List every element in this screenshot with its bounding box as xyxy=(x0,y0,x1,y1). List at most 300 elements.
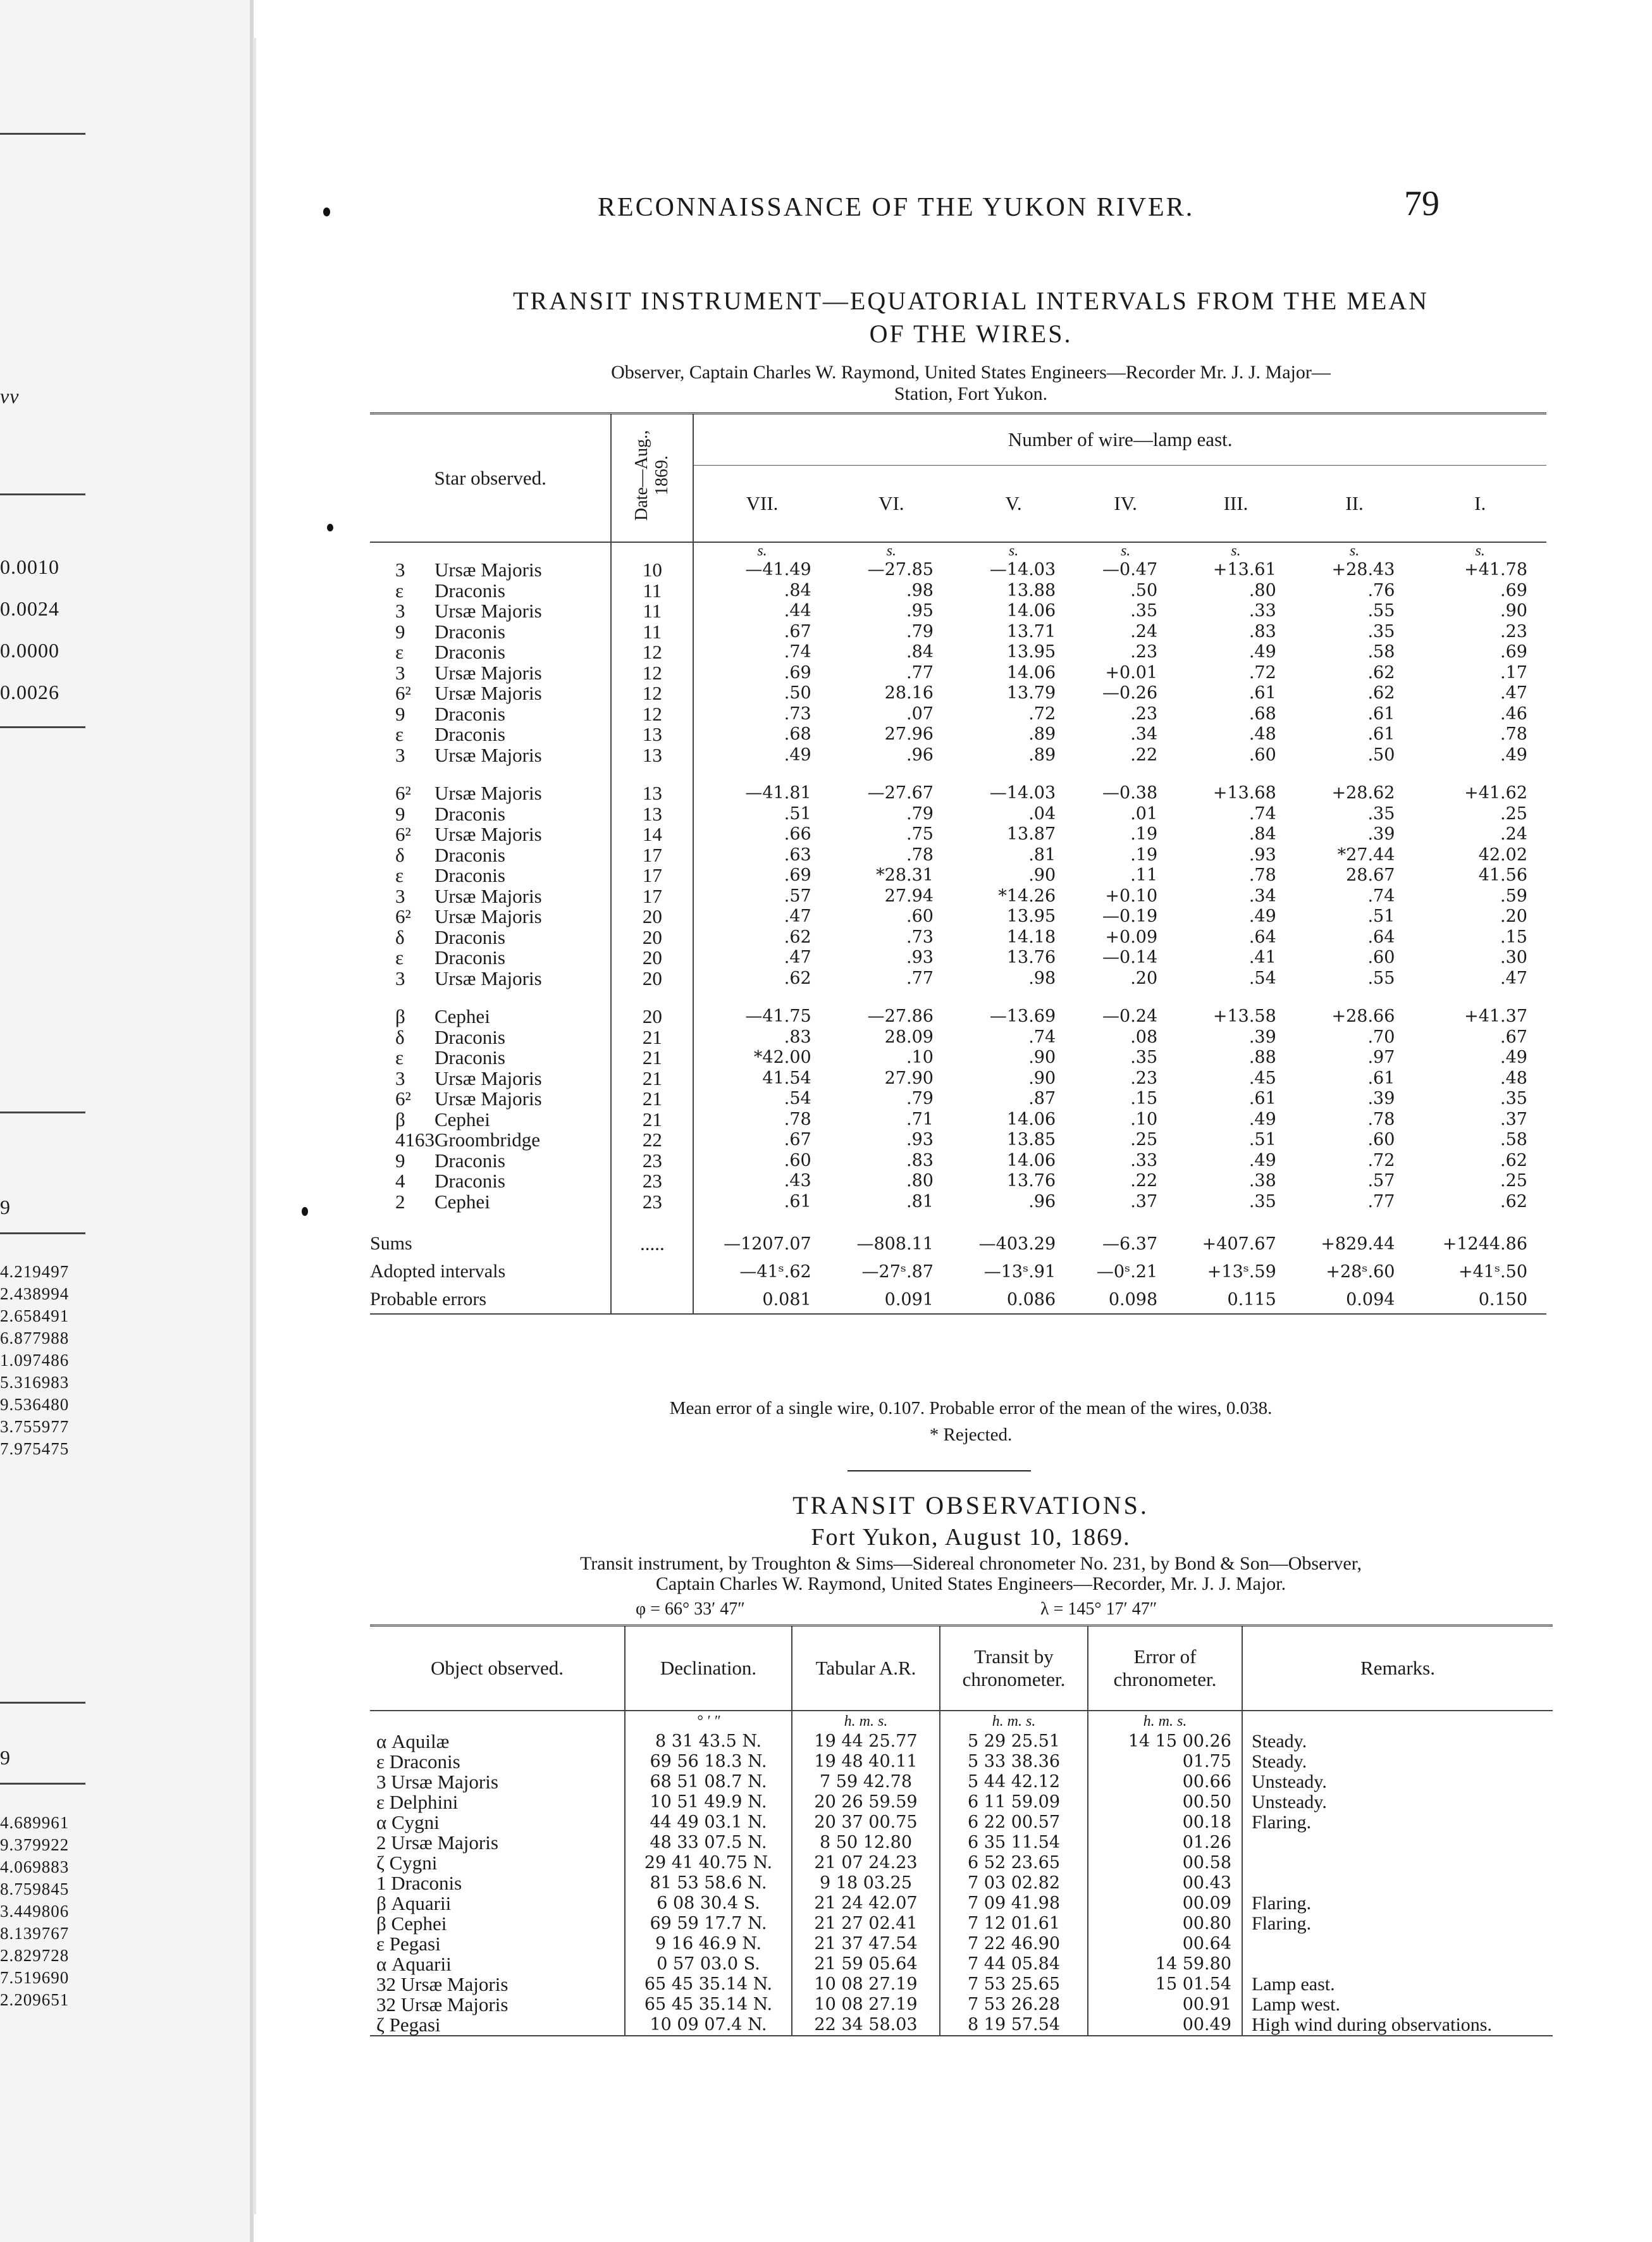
interval-cell: .66 xyxy=(784,824,811,845)
interval-cell: .25 xyxy=(1130,1130,1158,1150)
date-header-text: Date—Aug., 1869. xyxy=(632,430,672,521)
interval-cell: .49 xyxy=(1248,642,1276,662)
star-number: 4 xyxy=(395,1170,405,1192)
unit-label: h. m. s. xyxy=(940,1711,1088,1731)
interval-cell: .24 xyxy=(1130,621,1158,641)
interval-cell: .01 xyxy=(1130,803,1158,824)
star-name: Draconis xyxy=(435,579,505,602)
column-header-wire: VI. xyxy=(830,466,952,543)
fragment-value: 9.379922 xyxy=(0,1835,70,1854)
star-name: Cephei xyxy=(435,1190,490,1213)
error-cell: 01.26 xyxy=(1088,1833,1242,1853)
interval-cell: .72 xyxy=(1367,1150,1395,1170)
error-cell: 00.09 xyxy=(1088,1893,1242,1914)
star-number: 3 xyxy=(395,1067,405,1089)
object-cell: α Aquarii xyxy=(376,1953,452,1975)
interval-cell: .35 xyxy=(1130,601,1158,621)
interval-cell: .72 xyxy=(1248,662,1276,683)
row-label: Sums xyxy=(370,1233,412,1254)
error-cell: 00.43 xyxy=(1088,1873,1242,1893)
interval-cell: 27.96 xyxy=(884,724,934,745)
subtitle-line: Station, Fort Yukon. xyxy=(894,383,1048,404)
date-cell: 12 xyxy=(611,642,693,663)
tabular-ar-cell: 21 27 02.41 xyxy=(792,1914,940,1934)
tabular-ar-cell: 20 26 59.59 xyxy=(792,1792,940,1812)
interval-cell: +0.09 xyxy=(1105,927,1158,947)
interval-cell: .61 xyxy=(1367,703,1395,724)
interval-cell: .35 xyxy=(1500,1089,1527,1109)
star-row xyxy=(370,1130,1546,1151)
date-cell: 17 xyxy=(611,886,693,907)
star-name: Draconis xyxy=(435,723,505,746)
running-title: RECONNAISSANCE OF THE YUKON RIVER. xyxy=(598,193,1195,222)
interval-cell: .49 xyxy=(1248,1150,1276,1170)
declination-cell: 9 16 46.9 N. xyxy=(625,1934,792,1954)
fragment-value: 3.449806 xyxy=(0,1902,70,1921)
object-cell: 1 Draconis xyxy=(376,1872,462,1894)
observation-row xyxy=(370,2015,1553,2036)
observation-row xyxy=(370,1873,1553,1893)
interval-cell: .22 xyxy=(1130,745,1158,765)
date-cell: 21 xyxy=(611,1048,693,1068)
interval-cell: +0.01 xyxy=(1105,662,1158,683)
interval-cell: +28.43 xyxy=(1331,560,1395,580)
tabular-ar-cell: 19 44 25.77 xyxy=(792,1731,940,1752)
interval-cell: .44 xyxy=(784,601,811,621)
interval-cell: +41.78 xyxy=(1464,560,1527,580)
interval-cell: .80 xyxy=(906,1171,934,1191)
date-cell: 13 xyxy=(611,745,693,766)
interval-cell: .67 xyxy=(1500,1027,1527,1047)
date-cell: 20 xyxy=(611,907,693,927)
interval-cell: .47 xyxy=(1500,683,1527,703)
interval-cell: .84 xyxy=(1248,824,1276,845)
interval-cell: .77 xyxy=(906,662,934,683)
object-cell: α Cygni xyxy=(376,1811,440,1833)
interval-cell: .19 xyxy=(1130,824,1158,845)
interval-cell: .51 xyxy=(1248,1130,1276,1150)
date-cell: ..... xyxy=(611,1230,693,1258)
wires-table-title xyxy=(370,285,1572,350)
adopted-cell: —27ˢ.87 xyxy=(861,1261,934,1282)
interval-cell: .75 xyxy=(906,824,934,845)
interval-cell: .58 xyxy=(1500,1130,1527,1150)
section-divider xyxy=(848,1470,1031,1471)
interval-cell: .49 xyxy=(784,745,811,765)
interval-cell: .74 xyxy=(1248,803,1276,824)
observation-row xyxy=(370,1731,1553,1752)
error-cell: 00.80 xyxy=(1088,1914,1242,1934)
interval-cell: .83 xyxy=(906,1150,934,1170)
latitude: φ = 66° 33′ 47″ xyxy=(636,1599,745,1619)
interval-cell: .67 xyxy=(784,621,811,641)
title-line: TRANSIT INSTRUMENT—EQUATORIAL INTERVALS FROM THE MEAN xyxy=(512,287,1429,315)
declination-cell: 29 41 40.75 N. xyxy=(625,1853,792,1873)
interval-cell: .39 xyxy=(1248,1027,1276,1047)
divider xyxy=(0,726,85,728)
error-cell: 00.91 xyxy=(1088,1995,1242,2015)
remarks-cell xyxy=(1242,1853,1553,1873)
tabular-ar-cell: 10 08 27.19 xyxy=(792,1974,940,1995)
star-number: ε xyxy=(395,946,404,969)
star-number: β xyxy=(395,1005,405,1028)
interval-cell: —0.47 xyxy=(1102,560,1158,580)
equatorial-intervals-table xyxy=(370,412,1546,1315)
interval-cell: *42.00 xyxy=(753,1048,811,1068)
column-header-wire: III. xyxy=(1176,466,1295,543)
interval-cell: .24 xyxy=(1500,824,1527,845)
date-cell: 21 xyxy=(611,1089,693,1110)
interval-cell: .89 xyxy=(1028,745,1056,765)
column-header-date xyxy=(611,414,693,543)
interval-cell: .61 xyxy=(1248,1089,1276,1109)
declination-cell: 0 57 03.0 S. xyxy=(625,1954,792,1974)
interval-cell: —0.14 xyxy=(1102,948,1158,968)
fragment-mark: vv xyxy=(0,385,20,407)
star-row xyxy=(370,1068,1546,1089)
interval-cell: .35 xyxy=(1130,1048,1158,1068)
transit-table-body xyxy=(370,1711,1553,2036)
subtitle-line: Captain Charles W. Raymond, United States Engineers—Recorder, Mr. J. J. Major. xyxy=(655,1573,1286,1594)
star-number: 3 xyxy=(395,743,405,766)
error-cell: 00.18 xyxy=(1088,1812,1242,1833)
fragment-value: 0.0000 xyxy=(0,639,59,662)
tabular-ar-cell: 21 59 05.64 xyxy=(792,1954,940,1974)
interval-cell: .41 xyxy=(1248,948,1276,968)
star-name: Draconis xyxy=(435,926,505,948)
tabular-ar-cell: 19 48 40.11 xyxy=(792,1752,940,1772)
star-name: Ursæ Majoris xyxy=(435,1067,542,1089)
date-cell: 20 xyxy=(611,1006,693,1027)
interval-cell: .57 xyxy=(784,886,811,906)
star-number: 6² xyxy=(395,782,411,805)
adopted-cell: +28ˢ.60 xyxy=(1326,1261,1395,1282)
interval-cell: —27.67 xyxy=(867,783,934,803)
interval-cell: +13.61 xyxy=(1212,560,1276,580)
date-cell: 13 xyxy=(611,724,693,745)
star-number: 2 xyxy=(395,1190,405,1213)
interval-cell: .46 xyxy=(1500,703,1527,724)
date-cell: 20 xyxy=(611,948,693,969)
star-row xyxy=(370,622,1546,643)
interval-cell: .64 xyxy=(1248,927,1276,947)
star-number: 9 xyxy=(395,1149,405,1172)
error-cell: 14 59.80 xyxy=(1088,1954,1242,1974)
star-number: δ xyxy=(395,926,405,948)
column-header-wire: IV. xyxy=(1075,466,1176,543)
declination-cell: 44 49 03.1 N. xyxy=(625,1812,792,1833)
star-row xyxy=(370,1110,1546,1130)
transit-cell: 5 29 25.51 xyxy=(940,1731,1088,1752)
observation-row xyxy=(370,1752,1553,1772)
interval-cell: .90 xyxy=(1500,601,1527,621)
interval-cell: .69 xyxy=(1500,580,1527,600)
interval-cell: .62 xyxy=(784,968,811,988)
observation-row xyxy=(370,1792,1553,1812)
interval-cell: .98 xyxy=(906,580,934,600)
observation-row xyxy=(370,1974,1553,1995)
interval-cell: 13.95 xyxy=(1006,907,1056,927)
sum-cell: +829.44 xyxy=(1321,1234,1395,1254)
star-row xyxy=(370,927,1546,948)
transit-cell: 8 19 57.54 xyxy=(940,2015,1088,2036)
star-number: 3 xyxy=(395,884,405,907)
star-number: 6² xyxy=(395,823,411,846)
interval-cell: .15 xyxy=(1500,927,1527,947)
remarks-cell: Steady. xyxy=(1242,1752,1553,1772)
wires-table-subtitle xyxy=(370,362,1572,405)
interval-cell: .33 xyxy=(1248,601,1276,621)
transit-cell: 7 53 25.65 xyxy=(940,1974,1088,1995)
interval-cell: .35 xyxy=(1367,621,1395,641)
star-row xyxy=(370,969,1546,989)
object-cell: ζ Cygni xyxy=(376,1852,438,1874)
interval-cell: .34 xyxy=(1130,724,1158,745)
declination-cell: 69 59 17.7 N. xyxy=(625,1914,792,1934)
scan-speck xyxy=(302,1207,308,1216)
tabular-ar-cell: 20 37 00.75 xyxy=(792,1812,940,1833)
transit-observations-table xyxy=(370,1625,1553,2036)
column-header-wire: V. xyxy=(952,466,1075,543)
interval-cell: 13.85 xyxy=(1006,1130,1056,1150)
remarks-cell xyxy=(1242,1873,1553,1893)
interval-cell: .87 xyxy=(1028,1089,1056,1109)
tabular-ar-cell: 10 08 27.19 xyxy=(792,1995,940,2015)
sum-cell: —6.37 xyxy=(1102,1234,1158,1254)
interval-cell: —0.26 xyxy=(1102,683,1158,703)
declination-cell: 10 51 49.9 N. xyxy=(625,1792,792,1812)
interval-cell: .47 xyxy=(784,907,811,927)
star-number: 3 xyxy=(395,661,405,684)
fragment-value: 2.438994 xyxy=(0,1284,70,1303)
divider xyxy=(0,1232,85,1234)
interval-cell: .83 xyxy=(784,1027,811,1047)
star-name: Draconis xyxy=(435,1025,505,1048)
declination-cell: 6 08 30.4 S. xyxy=(625,1893,792,1914)
star-number: 3 xyxy=(395,600,405,622)
date-cell: 11 xyxy=(611,581,693,602)
adopted-cell: —41ˢ.62 xyxy=(739,1261,811,1282)
interval-cell: .67 xyxy=(784,1130,811,1150)
fragment-value: 2.829728 xyxy=(0,1946,70,1965)
star-name: Ursæ Majoris xyxy=(435,661,542,684)
interval-cell: .45 xyxy=(1248,1068,1276,1088)
interval-cell: .88 xyxy=(1248,1048,1276,1068)
column-header-transit: Transit by chronometer. xyxy=(940,1626,1088,1711)
interval-cell: .80 xyxy=(1248,580,1276,600)
interval-cell: .47 xyxy=(1500,968,1527,988)
fragment-value: 4.219497 xyxy=(0,1262,70,1281)
star-name: Ursæ Majoris xyxy=(435,782,542,805)
star-row xyxy=(370,783,1546,804)
date-cell: 21 xyxy=(611,1068,693,1089)
interval-cell: .04 xyxy=(1028,803,1056,824)
object-cell: α Aquilæ xyxy=(376,1730,450,1752)
error-cell: 0.115 xyxy=(1227,1289,1276,1310)
interval-cell: —14.03 xyxy=(989,783,1056,803)
fragment-value: 4.069883 xyxy=(0,1857,70,1876)
observation-row xyxy=(370,1954,1553,1974)
date-cell: 22 xyxy=(611,1130,693,1151)
star-name: Draconis xyxy=(435,620,505,643)
interval-cell: .90 xyxy=(1028,865,1056,886)
date-cell: 17 xyxy=(611,845,693,866)
interval-cell: .84 xyxy=(784,580,811,600)
interval-cell: +41.62 xyxy=(1464,783,1527,803)
star-name: Ursæ Majoris xyxy=(435,559,542,581)
star-name: Ursæ Majoris xyxy=(435,1087,542,1110)
unit-label: s. xyxy=(1475,543,1485,559)
interval-cell: —41.75 xyxy=(745,1006,811,1027)
star-row xyxy=(370,642,1546,663)
star-row xyxy=(370,948,1546,969)
column-header-declination: Declination. xyxy=(625,1626,792,1711)
unit-label: s. xyxy=(1120,543,1131,559)
wires-table-summary xyxy=(370,1212,1546,1315)
object-cell: ζ Pegasi xyxy=(370,2015,625,2036)
interval-cell: .47 xyxy=(784,948,811,968)
error-cell: 00.66 xyxy=(1088,1772,1242,1792)
interval-cell: 13.88 xyxy=(1006,580,1056,600)
fragment-value: 7.975475 xyxy=(0,1439,70,1458)
star-number: δ xyxy=(395,843,405,866)
star-row xyxy=(370,1192,1546,1213)
star-row xyxy=(370,1006,1546,1027)
interval-cell: —27.85 xyxy=(867,560,934,580)
date-cell: 20 xyxy=(611,927,693,948)
interval-cell: —13.69 xyxy=(989,1006,1056,1027)
fragment-value: 0.0024 xyxy=(0,597,59,620)
interval-cell: .58 xyxy=(1367,642,1395,662)
star-row xyxy=(370,1171,1546,1192)
interval-cell: .55 xyxy=(1367,601,1395,621)
interval-cell: .70 xyxy=(1367,1027,1395,1047)
date-cell: 21 xyxy=(611,1027,693,1048)
interval-cell: .69 xyxy=(784,662,811,683)
star-row xyxy=(370,683,1546,704)
interval-cell: —41.81 xyxy=(745,783,811,803)
transit-cell: 5 33 38.36 xyxy=(940,1752,1088,1772)
star-name: Ursæ Majoris xyxy=(435,823,542,846)
fragment-value: 8.139767 xyxy=(0,1924,70,1943)
star-name: Ursæ Majoris xyxy=(435,905,542,928)
star-row xyxy=(370,601,1546,622)
interval-cell: .10 xyxy=(906,1048,934,1068)
fragment-value: 3.755977 xyxy=(0,1417,70,1436)
remarks-cell: Flaring. xyxy=(1242,1812,1553,1833)
fragment-mark: 9 xyxy=(0,1746,11,1769)
interval-cell: .72 xyxy=(1028,703,1056,724)
interval-cell: .49 xyxy=(1500,1048,1527,1068)
interval-cell: —0.38 xyxy=(1102,783,1158,803)
star-number: 6² xyxy=(395,905,411,928)
interval-cell: +13.58 xyxy=(1212,1006,1276,1027)
star-number: ε xyxy=(395,723,404,746)
row-label: Adopted intervals xyxy=(370,1261,506,1282)
interval-cell: .59 xyxy=(1500,886,1527,906)
interval-cell: —0.19 xyxy=(1102,907,1158,927)
interval-cell: +41.37 xyxy=(1464,1006,1527,1027)
interval-cell: .77 xyxy=(1367,1191,1395,1211)
declination-cell: 81 53 58.6 N. xyxy=(625,1873,792,1893)
interval-cell: .77 xyxy=(906,968,934,988)
interval-cell: 41.54 xyxy=(762,1068,811,1088)
star-name: Draconis xyxy=(435,843,505,866)
interval-cell: .78 xyxy=(1367,1109,1395,1129)
star-name: Draconis xyxy=(435,802,505,825)
date-cell: 13 xyxy=(611,783,693,804)
object-cell: ε Pegasi xyxy=(376,1933,441,1955)
interval-cell: .61 xyxy=(1367,724,1395,745)
page-number: 79 xyxy=(1404,184,1439,223)
star-row xyxy=(370,886,1546,907)
error-cell: 00.49 xyxy=(1088,2015,1242,2036)
date-cell: 21 xyxy=(611,1110,693,1130)
sum-cell: —808.11 xyxy=(856,1234,934,1254)
interval-cell: —27.86 xyxy=(867,1006,934,1027)
interval-cell: 13.95 xyxy=(1006,642,1056,662)
error-cell: 14 15 00.26 xyxy=(1088,1731,1242,1752)
object-cell: 32 Ursæ Majoris xyxy=(376,1973,509,1995)
transit-cell: 7 03 02.82 xyxy=(940,1873,1088,1893)
interval-cell: .35 xyxy=(1367,803,1395,824)
tabular-ar-cell: 8 50 12.80 xyxy=(792,1833,940,1853)
interval-cell: .48 xyxy=(1500,1068,1527,1088)
interval-cell: .49 xyxy=(1248,907,1276,927)
star-number: 9 xyxy=(395,802,405,825)
fragment-value: 0.0026 xyxy=(0,681,59,703)
interval-cell: .49 xyxy=(1248,1109,1276,1129)
column-header-star: Star observed. xyxy=(370,414,611,543)
star-row xyxy=(370,663,1546,684)
adopted-cell: —0ˢ.21 xyxy=(1096,1261,1158,1282)
interval-cell: .10 xyxy=(1130,1109,1158,1129)
column-header-wire: VII. xyxy=(693,466,830,543)
fragment-value: 1.097486 xyxy=(0,1351,70,1370)
observation-row xyxy=(370,1893,1553,1914)
date-cell: 12 xyxy=(611,683,693,704)
declination-cell: 69 56 18.3 N. xyxy=(625,1752,792,1772)
interval-cell: .07 xyxy=(906,703,934,724)
interval-cell: 13.87 xyxy=(1006,824,1056,845)
transit-cell: 6 11 59.09 xyxy=(940,1792,1088,1812)
declination-cell: 68 51 08.7 N. xyxy=(625,1772,792,1792)
object-cell: β Aquarii xyxy=(376,1892,452,1914)
star-row xyxy=(370,745,1546,766)
divider xyxy=(0,493,85,495)
star-row xyxy=(370,845,1546,866)
interval-cell: *14.26 xyxy=(998,886,1056,906)
star-row xyxy=(370,1089,1546,1110)
star-number: ε xyxy=(395,864,404,887)
star-row xyxy=(370,804,1546,825)
sum-cell: +407.67 xyxy=(1202,1234,1276,1254)
interval-cell: .73 xyxy=(784,703,811,724)
transit-cell: 5 44 42.12 xyxy=(940,1772,1088,1792)
unit-label: s. xyxy=(1008,543,1019,559)
interval-cell: —41.49 xyxy=(745,560,811,580)
interval-cell: .62 xyxy=(1367,662,1395,683)
tabular-ar-cell: 22 34 58.03 xyxy=(792,2015,940,2036)
tabular-ar-cell: 21 37 47.54 xyxy=(792,1934,940,1954)
column-header-wires: Number of wire—lamp east. xyxy=(693,414,1546,466)
fragment-value: 0.0010 xyxy=(0,555,59,578)
star-row xyxy=(370,560,1546,581)
unit-label: s. xyxy=(757,543,767,559)
interval-cell: .89 xyxy=(1028,724,1056,745)
star-name: Draconis xyxy=(435,641,505,664)
interval-cell: .96 xyxy=(906,745,934,765)
